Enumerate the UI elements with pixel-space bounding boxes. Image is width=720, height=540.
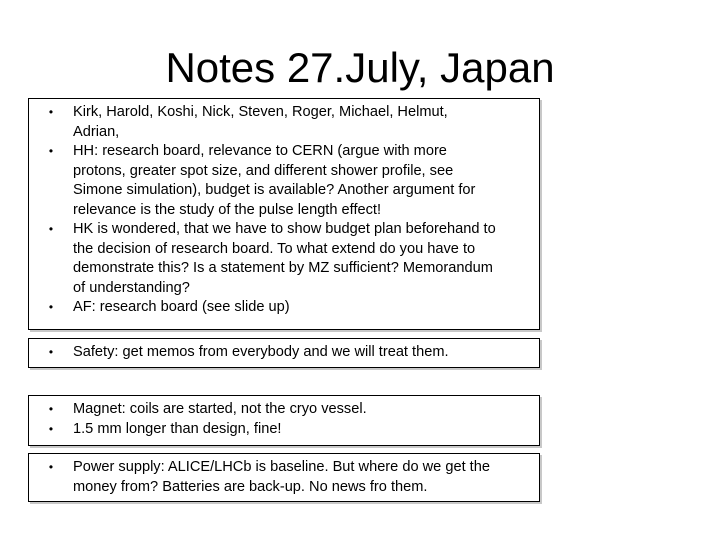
bullet-text: AF: research board (see slide up) [73,299,290,315]
bullet-item [29,298,533,318]
bullet-marker: • [48,144,54,158]
bullet-marker: • [48,222,54,236]
notes-box-magnet [28,395,540,446]
bullet-text: Safety: get memos from everybody and we will treat them. [73,344,449,360]
bullet-marker: • [48,421,54,436]
bullet-text: Kirk, Harold, Koshi, Nick, Steven, Roger, Michael, Helmut, Adrian, [73,104,448,140]
notes-box-safety [28,338,540,368]
slide-title: Notes 27.July, Japan [165,44,555,91]
bullet-marker: • [48,402,54,416]
bullet-item [29,458,533,497]
bullet-text: Power supply: ALICE/LHCb is baseline. But where do we get the money from? Batteries are back-up. No news fro them. [73,459,490,495]
bullet-item [29,400,533,420]
bullet-item [29,220,533,298]
bullet-item [29,420,533,440]
bullet-text: 1.5 mm longer than design, fine! [73,420,282,437]
bullet-marker: • [48,460,54,474]
notes-box-power-supply [28,453,540,502]
bullet-item [29,343,533,363]
bullet-item [29,103,533,142]
notes-box-attendees-research [28,98,540,330]
bullet-marker: • [48,105,54,119]
bullet-text: Magnet: coils are started, not the cryo vessel. [73,401,367,417]
bullet-marker: • [48,345,54,359]
bullet-item [29,142,533,220]
bullet-marker: • [48,300,54,314]
bullet-text: HK is wondered, that we have to show budget plan beforehand to the decision of research board. To what extend do you have to demonstrate this? Is a statement by MZ sufficient? Memorandum of understanding? [73,221,496,296]
bullet-text: HH: research board, relevance to CERN (argue with more protons, greater spot size, and different shower profile, see Simone simulation), budget is available? Another argument for relevance is the study of the pulse length effect! [73,143,476,218]
